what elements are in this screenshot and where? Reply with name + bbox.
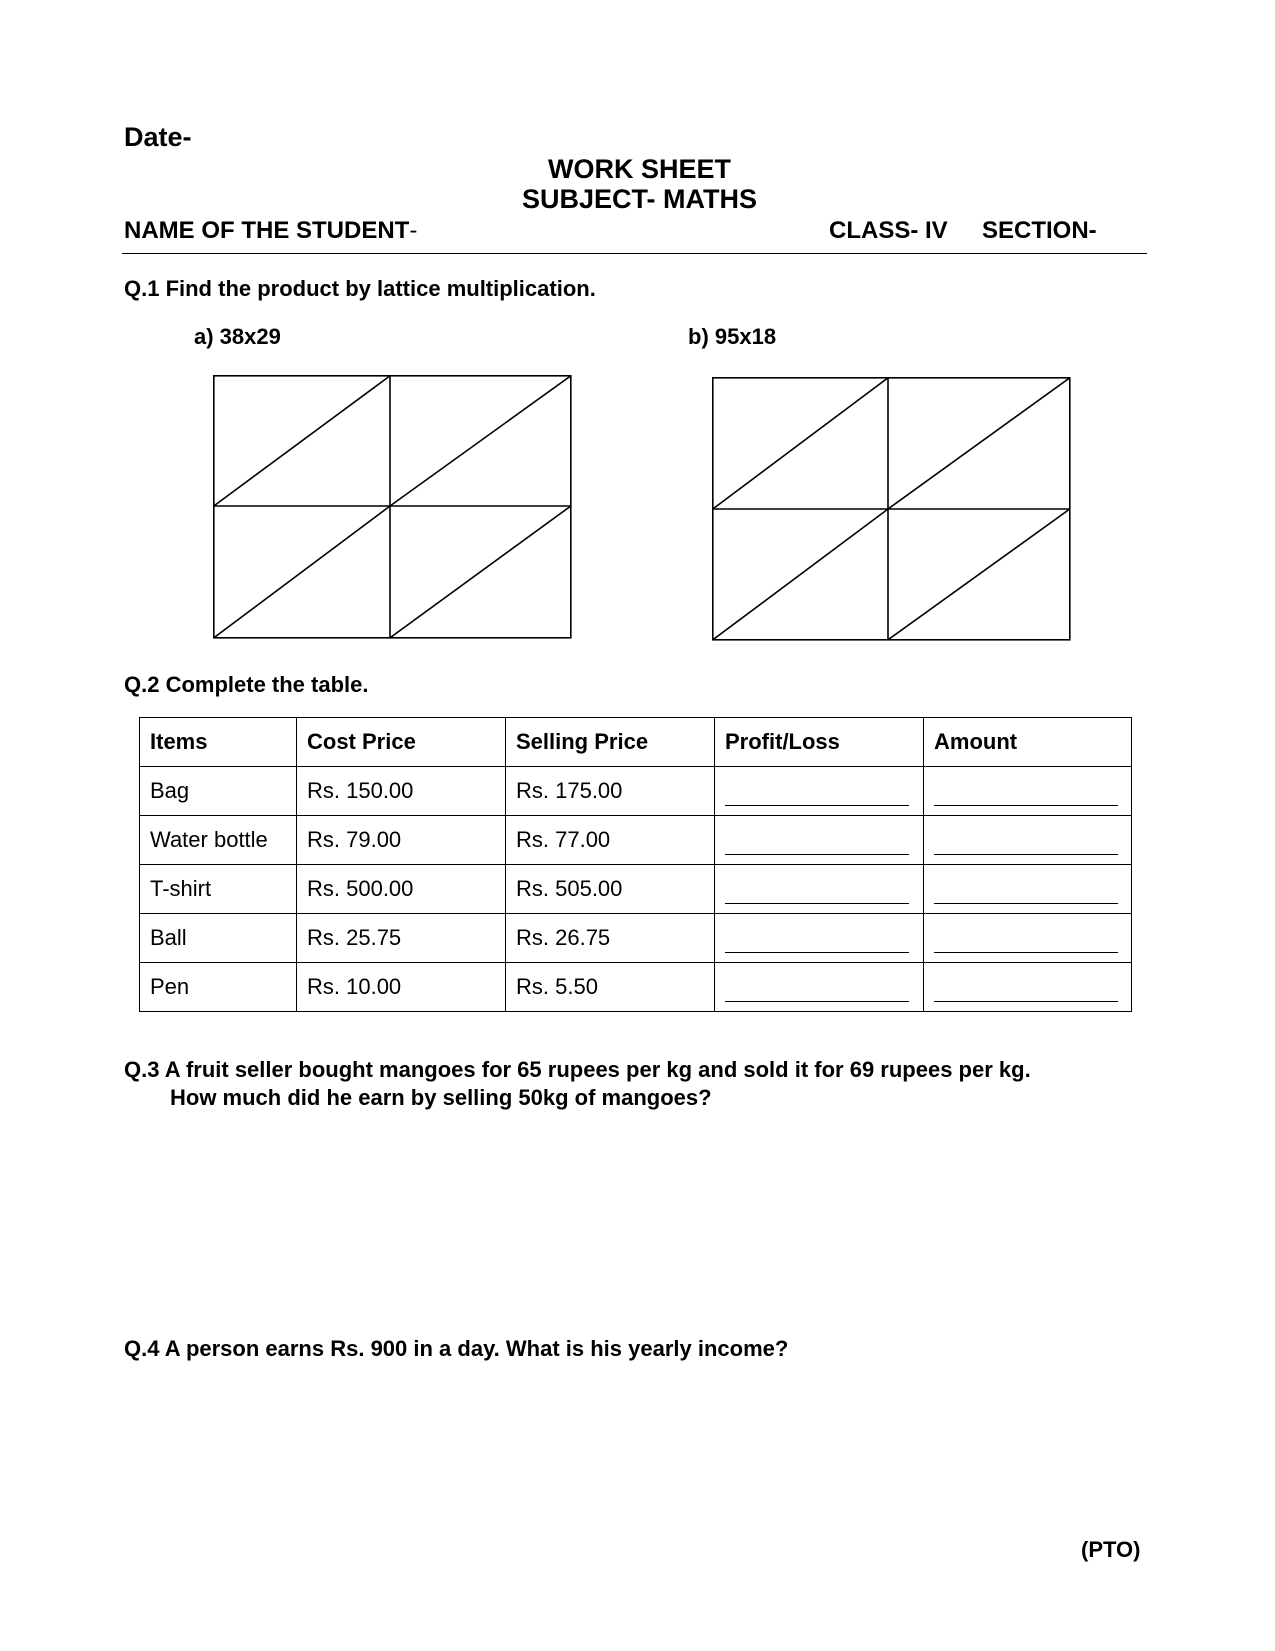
profit-loss-blank-cell[interactable] xyxy=(715,865,924,914)
selling-price-cell: Rs. 505.00 xyxy=(506,865,715,914)
item-cell: Bag xyxy=(140,767,297,816)
table-row xyxy=(140,963,1132,1012)
table-row xyxy=(140,914,1132,963)
profit-loss-blank-cell[interactable] xyxy=(715,767,924,816)
answer-blank-line[interactable] xyxy=(725,805,909,806)
header-cost-price: Cost Price xyxy=(297,718,506,767)
header-profit-loss: Profit/Loss xyxy=(715,718,924,767)
lattice-a-diagonal-bl xyxy=(214,506,390,638)
selling-price-cell: Rs. 5.50 xyxy=(506,963,715,1012)
lattice-b-diagonal-br xyxy=(888,509,1070,640)
header-items: Items xyxy=(140,718,297,767)
item-cell: Ball xyxy=(140,914,297,963)
section-label: SECTION- xyxy=(982,217,1097,244)
question-1-part-b: b) 95x18 xyxy=(688,324,777,349)
selling-price-cell: Rs. 26.75 xyxy=(506,914,715,963)
question-3-line-1: Q.3 A fruit seller bought mangoes for 65 rupees per kg and sold it for 69 rupees per kg. xyxy=(124,1057,1031,1082)
answer-blank-line[interactable] xyxy=(934,854,1118,855)
lattice-grid-b xyxy=(712,377,1072,642)
cost-price-cell: Rs. 25.75 xyxy=(297,914,506,963)
profit-loss-blank-cell[interactable] xyxy=(715,963,924,1012)
cost-price-cell: Rs. 79.00 xyxy=(297,816,506,865)
table-header-row xyxy=(140,718,1132,767)
selling-price-cell: Rs. 175.00 xyxy=(506,767,715,816)
class-label: CLASS- IV xyxy=(829,217,948,244)
header-divider xyxy=(122,253,1147,254)
table-row xyxy=(140,865,1132,914)
question-1: Q.1 Find the product by lattice multiplication. xyxy=(124,276,596,301)
cost-price-cell: Rs. 500.00 xyxy=(297,865,506,914)
student-name-label xyxy=(124,217,417,245)
date-label: Date- xyxy=(124,122,192,152)
page-turn-over-label: (PTO) xyxy=(1081,1537,1141,1562)
cost-price-cell: Rs. 10.00 xyxy=(297,963,506,1012)
answer-blank-line[interactable] xyxy=(934,805,1118,806)
lattice-grid-a xyxy=(213,375,573,640)
lattice-b-diagonal-tl xyxy=(713,378,888,509)
student-name-dash: - xyxy=(409,217,418,244)
answer-blank-line[interactable] xyxy=(725,854,909,855)
profit-loss-blank-cell[interactable] xyxy=(715,914,924,963)
question-2: Q.2 Complete the table. xyxy=(124,672,369,697)
selling-price-cell: Rs. 77.00 xyxy=(506,816,715,865)
subject-label: SUBJECT- MATHS xyxy=(521,184,757,214)
student-name-text: NAME OF THE STUDENT xyxy=(124,217,410,244)
answer-blank-line[interactable] xyxy=(934,1001,1118,1002)
question-1-part-a: a) 38x29 xyxy=(194,324,281,349)
question-3-line-2: How much did he earn by selling 50kg of mangoes? xyxy=(170,1085,712,1110)
amount-blank-cell[interactable] xyxy=(924,914,1132,963)
table-row xyxy=(140,767,1132,816)
answer-blank-line[interactable] xyxy=(725,952,909,953)
amount-blank-cell[interactable] xyxy=(924,865,1132,914)
answer-blank-line[interactable] xyxy=(725,903,909,904)
lattice-a-diagonal-tr xyxy=(390,376,571,506)
lattice-a-diagonal-tl xyxy=(214,376,390,506)
header-amount: Amount xyxy=(924,718,1132,767)
answer-blank-line[interactable] xyxy=(725,1001,909,1002)
amount-blank-cell[interactable] xyxy=(924,816,1132,865)
header-selling-price: Selling Price xyxy=(506,718,715,767)
profit-loss-table xyxy=(139,717,1132,1012)
answer-blank-line[interactable] xyxy=(934,952,1118,953)
amount-blank-cell[interactable] xyxy=(924,767,1132,816)
worksheet-title: WORK SHEET xyxy=(547,154,731,184)
question-4: Q.4 A person earns Rs. 900 in a day. What is his yearly income? xyxy=(124,1336,789,1361)
amount-blank-cell[interactable] xyxy=(924,963,1132,1012)
profit-loss-blank-cell[interactable] xyxy=(715,816,924,865)
lattice-b-diagonal-bl xyxy=(713,509,888,640)
item-cell: Pen xyxy=(140,963,297,1012)
item-cell: Water bottle xyxy=(140,816,297,865)
table-row xyxy=(140,816,1132,865)
lattice-b-diagonal-tr xyxy=(888,378,1070,509)
answer-blank-line[interactable] xyxy=(934,903,1118,904)
item-cell: T-shirt xyxy=(140,865,297,914)
cost-price-cell: Rs. 150.00 xyxy=(297,767,506,816)
lattice-a-diagonal-br xyxy=(390,506,571,638)
